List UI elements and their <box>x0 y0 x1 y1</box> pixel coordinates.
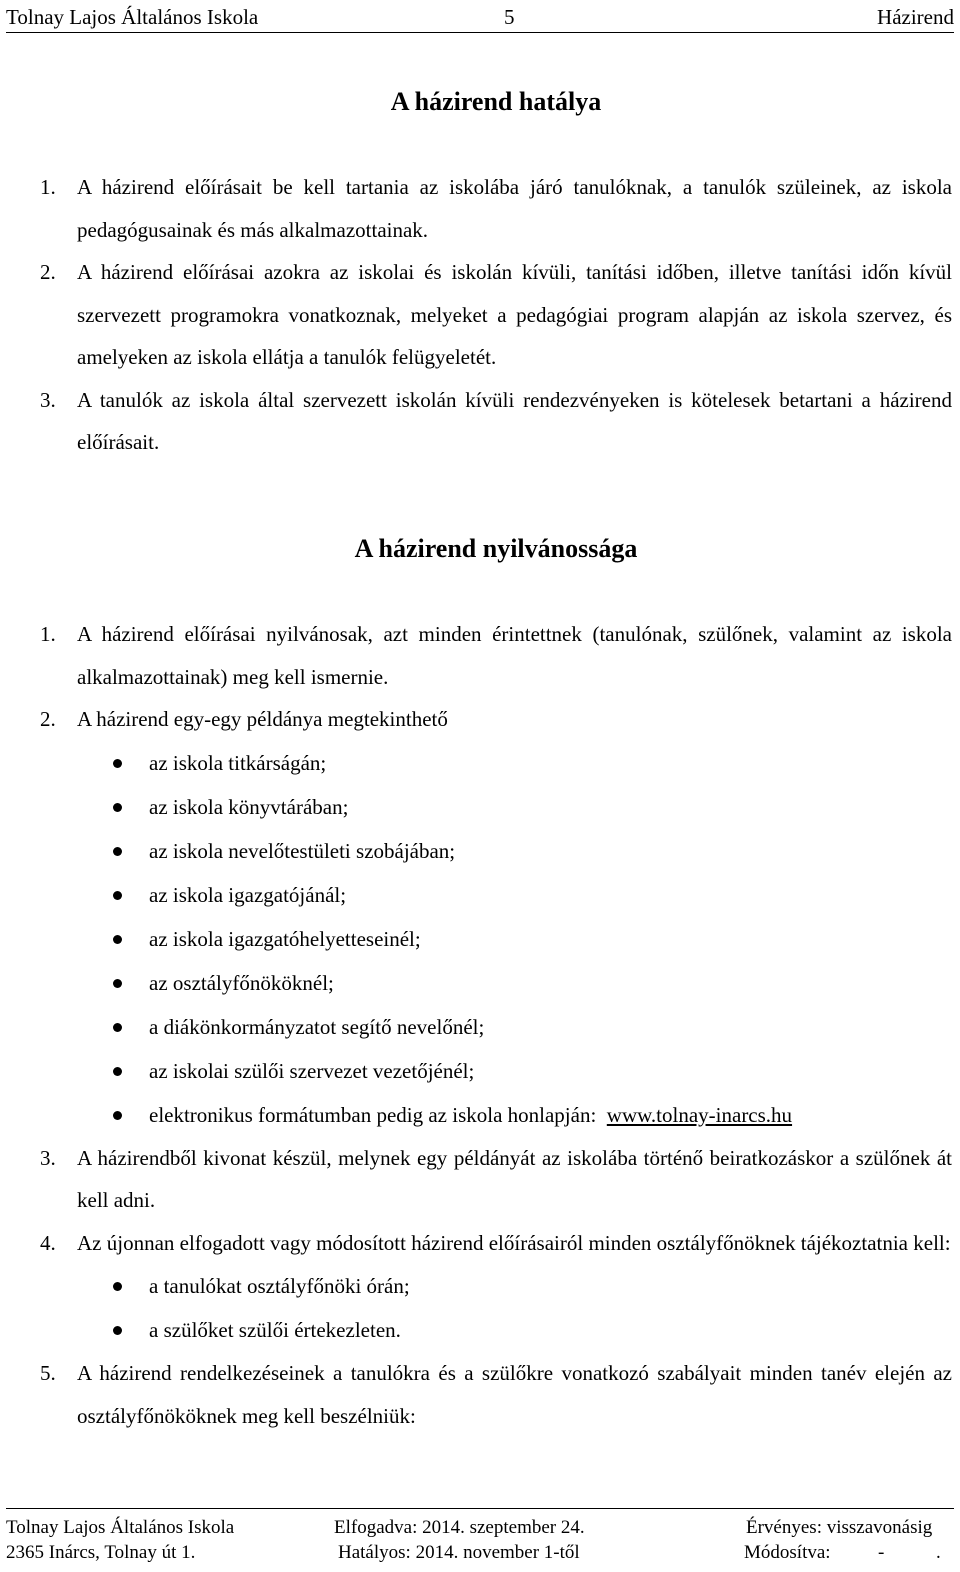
bullet-dot-icon <box>113 891 122 900</box>
bullet-dot-icon <box>113 1111 122 1120</box>
bullet-dot-icon <box>113 1326 122 1335</box>
page-footer <box>6 1508 954 1569</box>
section-title-scope: A házirend hatálya <box>390 87 602 116</box>
bullet-item: a szülőket szülői értekezleten. <box>77 1308 952 1352</box>
bullet-item: az iskola titkárságán; <box>77 741 952 785</box>
list-item-text: A házirend előírásait be kell tartania az iskolába járó tanulóknak, a tanulók szüleinek, az iskola pedagógusainak és más alkalmazottainak. <box>77 175 952 242</box>
list-item-text: Az újonnan elfogadott vagy módosított házirend előírásairól minden osztályfőnöknek tájékoztatnia kell: <box>77 1230 951 1255</box>
header-document-title: Házirend <box>877 5 954 29</box>
list-number: 1. <box>40 622 56 646</box>
scope-list <box>40 166 952 464</box>
bullet-dot-icon <box>113 803 122 812</box>
footer-effective-date: Hatályos: 2014. november 1-től <box>338 1542 580 1563</box>
publicity-item-4 <box>40 1222 952 1353</box>
list-item-text: A házirend egy-egy példánya megtekinthető <box>77 707 448 731</box>
locations-bullet-list <box>77 741 952 1137</box>
list-number: 3. <box>40 1145 56 1170</box>
section-title-publicity: A házirend nyilvánossága <box>354 534 638 563</box>
bullet-dot-icon <box>113 1023 122 1032</box>
publicity-list <box>40 613 952 1437</box>
footer-modified-value: - <box>878 1542 885 1563</box>
bullet-item: az iskolai szülői szervezet vezetőjénél; <box>77 1049 952 1093</box>
bullet-dot-icon <box>113 1067 122 1076</box>
bullet-dot-icon <box>113 935 122 944</box>
bullet-item-website: elektronikus formátumban pedig az iskola honlapján: www.tolnay-inarcs.hu <box>77 1093 952 1137</box>
notification-bullet-list <box>77 1264 952 1352</box>
bullet-dot-icon <box>113 1282 122 1291</box>
list-number: 2. <box>40 707 56 731</box>
page-header <box>6 2 954 33</box>
publicity-item-3 <box>40 1137 952 1222</box>
scope-item-1 <box>40 166 952 251</box>
list-item-text: A házirendből kivonat készül, melynek egy példányát az iskolába történő beiratkozáskor a szülőnek át kell adni. <box>77 1145 952 1212</box>
list-item-text: A házirend előírásai azokra az iskolai és iskolán kívüli, tanítási időben, illetve tanítási időn kívül szervezett programokra vonatkoznak, melyeket a pedagógiai program alapján az iskola szervez, és amelyeken az iskola ellátja a tanulók felügyeletét. <box>77 260 952 369</box>
bullet-item: az iskola könyvtárában; <box>77 785 952 829</box>
list-number: 1. <box>40 175 56 199</box>
list-number: 2. <box>40 260 56 284</box>
footer-modified-label: Módosítva: <box>744 1542 831 1563</box>
list-number: 5. <box>40 1361 56 1385</box>
bullet-item: a tanulókat osztályfőnöki órán; <box>77 1264 952 1308</box>
bullet-item: az osztályfőnököknél; <box>77 961 952 1005</box>
publicity-item-5 <box>40 1352 952 1437</box>
publicity-item-2 <box>40 698 952 1137</box>
bullet-dot-icon <box>113 847 122 856</box>
list-number: 3. <box>40 387 56 412</box>
header-page-number: 5 <box>504 5 515 29</box>
bullet-dot-icon <box>113 759 122 768</box>
list-item-text: A házirend előírásai nyilvánosak, azt minden érintettnek (tanulónak, szülőnek, valamint az iskola alkalmazottainak) meg kell ismernie. <box>77 622 952 689</box>
scope-item-2 <box>40 251 952 379</box>
scope-item-3 <box>40 379 952 464</box>
footer-adopted-date: Elfogadva: 2014. szeptember 24. <box>334 1517 585 1538</box>
bullet-item: az iskola nevelőtestületi szobájában; <box>77 829 952 873</box>
list-item-text: A tanulók az iskola által szervezett iskolán kívüli rendezvényeken is kötelesek betartani a házirend előírásait. <box>77 387 952 454</box>
footer-address: 2365 Inárcs, Tolnay út 1. <box>6 1542 196 1563</box>
footer-validity: Érvényes: visszavonásig <box>746 1517 933 1538</box>
bullet-dot-icon <box>113 979 122 988</box>
bullet-item: a diákönkormányzatot segítő nevelőnél; <box>77 1005 952 1049</box>
header-school-name: Tolnay Lajos Általános Iskola <box>6 5 259 29</box>
list-item-text: A házirend rendelkezéseinek a tanulókra és a szülőkre vonatkozó szabályait minden tanév elején az osztályfőnököknek meg kell beszélniük: <box>77 1361 952 1428</box>
footer-modified-end: . <box>936 1542 941 1563</box>
bullet-item: az iskola igazgatóhelyetteseinél; <box>77 917 952 961</box>
list-number: 4. <box>40 1230 56 1255</box>
bullet-item: az iskola igazgatójánál; <box>77 873 952 917</box>
publicity-item-1 <box>40 613 952 698</box>
footer-school-name: Tolnay Lajos Általános Iskola <box>6 1517 235 1538</box>
school-website-link[interactable]: www.tolnay-inarcs.hu <box>606 1102 793 1127</box>
